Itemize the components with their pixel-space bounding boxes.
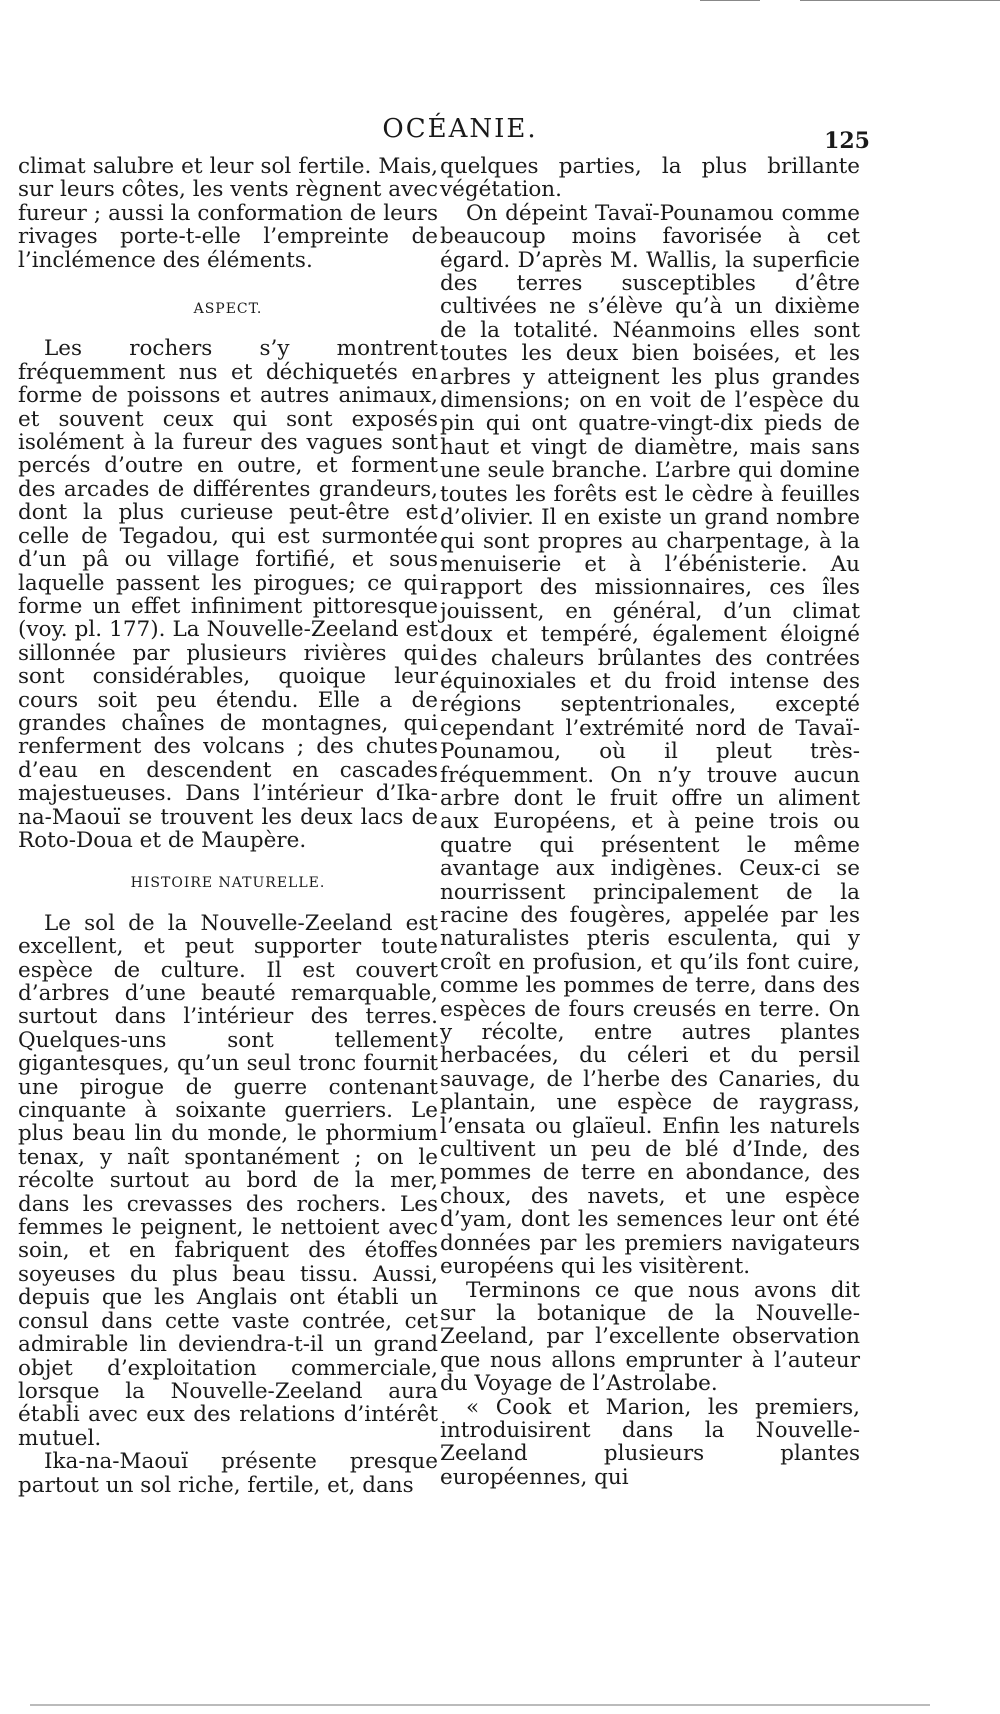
paragraph: « Cook et Marion, les premiers, introduisirent dans la Nouvelle-Zeeland plusieurs plantes européennes, qui: [440, 1394, 860, 1490]
scan-bottom-edge: [30, 1704, 930, 1706]
left-column: [18, 155, 438, 1497]
right-column: [440, 155, 860, 1489]
paragraph: quelques parties, la plus brillante végétation.: [440, 154, 860, 203]
paragraph: Ika-na-Maouï présente presque partout un sol riche, fertile, et, dans: [18, 1449, 438, 1498]
section-heading-aspect: ASPECT.: [193, 301, 263, 318]
paragraph: climat salubre et leur sol fertile. Mais, sur leurs côtes, les vents règnent avec fureur ; aussi la conformation de leurs rivages porte-t-elle l’empreinte de l’inclémence des éléments.: [18, 154, 438, 273]
page-number: 125: [824, 128, 870, 154]
paragraph: Le sol de la Nouvelle-Zeeland est excellent, et peut supporter toute espèce de culture. Il est couvert d’arbres d’une beauté remarquable, surtout dans l’intérieur des terres. Quelques-uns sont tellement gigantesques, qu’un seul tronc fournit une pirogue de guerre contenant cinquante à soixante guerriers. Le plus beau lin du monde, le phormium tenax, y naît spontanément ; on le récolte surtout au bord de la mer, dans les crevasses des rochers. Les femmes le peignent, le nettoient avec soin, et en fabriquent des étoffes soyeuses du plus beau tissu. Aussi, depuis que les Anglais ont établi un consul dans cette vaste contrée, cet admirable lin deviendra-t-il un grand objet d’exploitation commerciale, lorsque la Nouvelle-Zeeland aura établi avec eux des relations d’intérêt mutuel.: [18, 910, 438, 1451]
paragraph: On dépeint Tavaï-Pounamou comme beaucoup moins favorisée à cet égard. D’après M. Wallis, la superficie des terres susceptibles d’être cultivées ne s’élève qu’à un dixième de la totalité. Néanmoins elles sont toutes les deux bien boisées, et les arbres y atteignent les plus grandes dimensions; on en voit de l’espèce du pin qui ont quatre-vingt-dix pieds de haut et vingt de diamètre, mais sans une seule branche. L’arbre qui domine toutes les forêts est le cèdre à feuilles d’olivier. Il en existe un grand nombre qui sont propres au charpentage, à la menuiserie et à l’ébénisterie. Au rapport des missionnaires, ces îles jouissent, en général, d’un climat doux et tempéré, également éloigné des chaleurs brûlantes des contrées équinoxiales et du froid intense des régions septentrionales, excepté cependant l’extrémité nord de Tavaï-Pounamou, où il pleut très-fréquemment. On n’y trouve aucun arbre dont le fruit offre un aliment aux Européens, et à peine trois ou quatre qui présentent le même avantage aux indigènes. Ceux-ci se nourrissent principalement de la racine des fougères, appelée par les naturalistes pteris esculenta, qui y croît en profusion, et qu’ils font cuire, comme les pommes de terre, dans des espèces de fours creusés en terre. On y récolte, entre autres plantes herbacées, du céleri et du persil sauvage, de l’herbe des Canaries, du plantain, une espèce de raygrass, l’ensata ou glaïeul. Enfin les naturels cultivent un peu de blé d’Inde, des pommes de terre en abondance, des choux, des navets, et une espèce d’yam, dont les semences leur ont été données par les premiers navigateurs européens qui les visitèrent.: [440, 200, 860, 1280]
paragraph: Terminons ce que nous avons dit sur la botanique de la Nouvelle-Zeeland, par l’excellente observation que nous allons emprunter à l’auteur du Voyage de l’Astrolabe.: [440, 1277, 860, 1397]
scan-edge-mark: [700, 0, 760, 1]
running-title: OCÉANIE.: [382, 114, 538, 144]
section-heading-histoire-naturelle: HISTOIRE NATURELLE.: [130, 875, 326, 892]
paragraph: Les rochers s’y montrent fréquemment nus et déchiquetés en forme de poissons et autres animaux, et souvent ceux qui sont exposés isolément à la fureur des vagues sont percés d’outre en outre, et forment des arcades de différentes grandeurs, dont la plus curieuse peut-être est celle de Tegadou, qui est surmontée d’un pâ ou village fortifié, et sous laquelle passent les pirogues; ce qui forme un effet infiniment pittoresque (voy. pl. 177). La Nouvelle-Zeeland est sillonnée par plusieurs rivières qui sont considérables, quoique leur cours soit peu étendu. Elle a de grandes chaînes de montagnes, qui renferment des volcans ; des chutes d’eau en descendent en cascades majestueuses. Dans l’intérieur d’Ika-na-Maouï se trouvent les deux lacs de Roto-Doua et de Maupère.: [18, 336, 438, 853]
scan-edge-mark: [800, 0, 1000, 1]
